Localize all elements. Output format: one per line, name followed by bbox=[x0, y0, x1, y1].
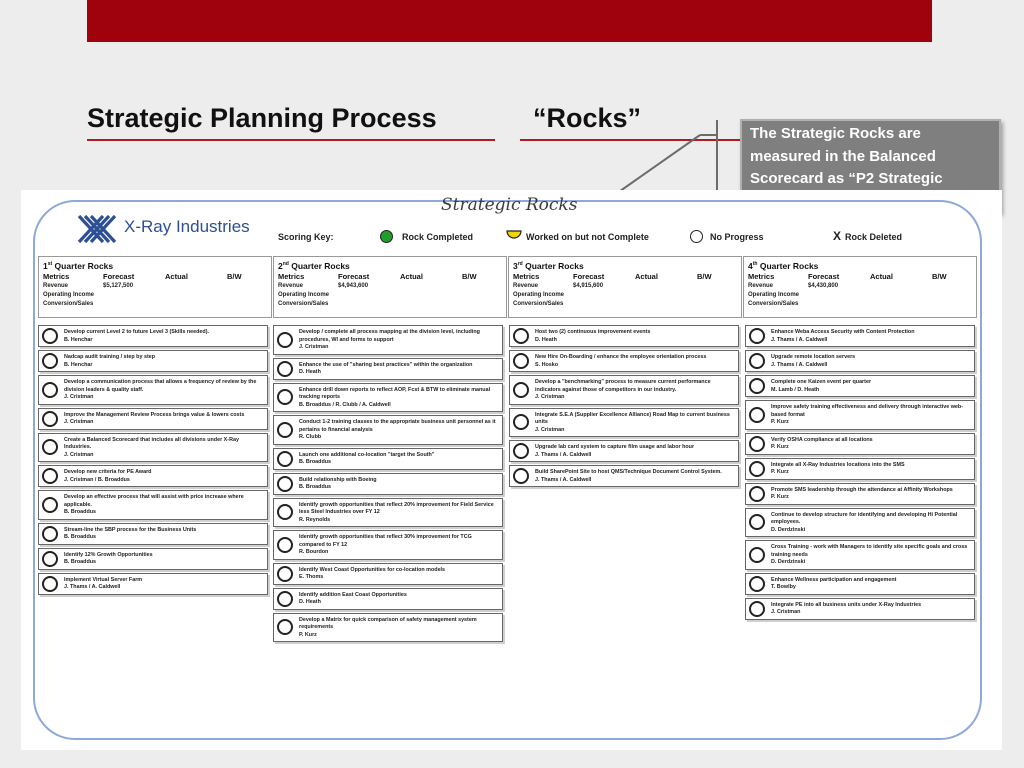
rock-item bbox=[745, 325, 975, 347]
status-ring-icon bbox=[42, 411, 58, 427]
rock-description: Implement Virtual Server Farm bbox=[64, 576, 143, 583]
rock-column-q4 bbox=[745, 325, 975, 623]
rock-description: Launch one additional co-location "target the South" bbox=[299, 451, 435, 458]
rock-owner: J. Cristman bbox=[64, 394, 94, 400]
rock-item bbox=[38, 433, 268, 463]
revenue-label: Revenue bbox=[513, 283, 539, 289]
status-ring-icon bbox=[749, 353, 765, 369]
rock-description: Enhance Wellness participation and engagement bbox=[771, 576, 897, 583]
operating-income-label: Operating Income bbox=[513, 292, 565, 298]
rock-description: Continue to develop structure for identifying and developing Hi Potential employees. bbox=[771, 511, 958, 525]
status-ring-icon bbox=[277, 476, 293, 492]
rock-description: Develop current Level 2 to future Level 3 (Skills needed). bbox=[64, 329, 209, 335]
rock-item bbox=[509, 350, 739, 372]
rock-description: Develop a communication process that allows a frequency of review by the division leaders & quality staff. bbox=[64, 379, 257, 393]
rock-description: Create a Balanced Scorecard that includes all divisions under X-Ray Industries. bbox=[64, 436, 239, 450]
completed-dot-icon bbox=[380, 230, 393, 243]
rock-owner: D. Heath bbox=[535, 336, 557, 343]
rock-item bbox=[745, 598, 975, 620]
rock-owner: B. Broaddus / R. Clubb / A. Caldwell bbox=[299, 401, 391, 408]
operating-income-label: Operating Income bbox=[748, 292, 800, 298]
rock-item bbox=[745, 483, 975, 505]
xray-logo-icon bbox=[77, 214, 121, 244]
status-ring-icon bbox=[749, 378, 765, 394]
quarter-title: 4th Quarter Rocks bbox=[748, 261, 819, 271]
bw-header: B/W bbox=[697, 272, 712, 281]
status-ring-icon bbox=[277, 422, 293, 438]
rock-owner: P. Kurz bbox=[771, 419, 789, 425]
rock-description: Identify growth opportunities that reflect 30% improvement for TCG compared to FY 12 bbox=[299, 534, 472, 548]
rock-item bbox=[745, 458, 975, 480]
rock-owner: B. Broaddus bbox=[64, 559, 97, 565]
rock-owner: E. Thoms bbox=[299, 574, 324, 580]
rock-description: Verify OSHA compliance at all locations bbox=[771, 436, 873, 443]
rock-owner: B. Broaddus bbox=[299, 459, 332, 465]
rock-description: Integrate PE into all business units under X-Ray Industries bbox=[771, 601, 922, 608]
callout-line: measured in the Balanced bbox=[750, 147, 936, 165]
status-ring-icon bbox=[42, 328, 58, 344]
rock-owner: D. Heath bbox=[299, 369, 321, 375]
no-progress-ring-icon bbox=[690, 230, 703, 243]
status-ring-icon bbox=[277, 537, 293, 553]
revenue-forecast: $4,943,600 bbox=[338, 283, 369, 289]
slide-title: Strategic Planning Process bbox=[87, 103, 437, 133]
conversion-sales-label: Conversion/Sales bbox=[513, 301, 564, 307]
rock-owner: J. Cristman bbox=[535, 426, 565, 433]
rock-item bbox=[509, 375, 739, 405]
rock-owner: S. Hosko bbox=[535, 361, 559, 368]
revenue-forecast: $4,430,800 bbox=[808, 283, 839, 289]
rock-owner: R. Bourdon bbox=[299, 549, 329, 555]
status-ring-icon bbox=[277, 504, 293, 520]
rock-owner: B. Henchar bbox=[64, 336, 93, 343]
rock-owner: M. Lamb / D. Heath bbox=[771, 386, 820, 393]
status-ring-icon bbox=[513, 328, 529, 344]
rock-item bbox=[38, 573, 268, 595]
forecast-header: Forecast bbox=[808, 272, 840, 281]
rock-item bbox=[38, 325, 268, 347]
rock-owner: P. Kurz bbox=[771, 469, 789, 475]
rock-description: Identify 12% Growth Opportunities bbox=[64, 551, 153, 558]
rock-owner: J. Cristman bbox=[64, 451, 94, 458]
rock-owner: R. Clubb bbox=[299, 434, 322, 440]
status-ring-icon bbox=[749, 461, 765, 477]
rock-item bbox=[38, 408, 268, 430]
callout-line: Scorecard as “P2 Strategic bbox=[750, 170, 943, 187]
callout-line: The Strategic Rocks are bbox=[750, 125, 921, 142]
actual-header: Actual bbox=[870, 272, 893, 281]
rock-item bbox=[745, 350, 975, 372]
rock-item bbox=[273, 415, 503, 445]
rock-description: Develop new criteria for PE Award bbox=[64, 469, 152, 475]
quarter-header-4 bbox=[743, 256, 977, 318]
status-ring-icon bbox=[277, 389, 293, 405]
rock-description: Develop a "benchmarking" process to measure current performance indicators against those of competitors in our industry. bbox=[535, 379, 711, 393]
rock-item bbox=[745, 540, 975, 570]
scoring-key-label: Scoring Key: bbox=[278, 232, 334, 242]
rock-item bbox=[273, 498, 503, 528]
status-ring-icon bbox=[277, 619, 293, 635]
rock-item bbox=[273, 588, 503, 610]
revenue-label: Revenue bbox=[748, 283, 774, 289]
rock-description: Enhance drill down reports to reflect AOP, Fcst & BTW to eliminate manual tracking reports bbox=[299, 386, 491, 400]
rock-item bbox=[273, 358, 503, 380]
strategic-rocks-document bbox=[21, 190, 1002, 750]
rock-description: Improve safety training effectiveness and delivery through interactive web-based format bbox=[771, 404, 964, 418]
operating-income-label: Operating Income bbox=[43, 292, 95, 298]
rock-item bbox=[745, 573, 975, 595]
rock-owner: J. Thams / A. Caldwell bbox=[535, 476, 592, 483]
rock-description: Identify West Coast Opportunities for co-location models bbox=[299, 566, 446, 573]
rock-owner: B. Broaddus bbox=[64, 534, 97, 540]
rock-column-q2 bbox=[273, 325, 503, 645]
deleted-x-icon: X bbox=[833, 229, 842, 243]
conversion-sales-label: Conversion/Sales bbox=[278, 301, 329, 307]
rock-owner: J. Cristman bbox=[299, 344, 329, 350]
actual-header: Actual bbox=[635, 272, 658, 281]
status-ring-icon bbox=[277, 566, 293, 582]
rock-item bbox=[38, 523, 268, 545]
rock-item bbox=[745, 433, 975, 455]
bw-header: B/W bbox=[932, 272, 947, 281]
status-ring-icon bbox=[749, 601, 765, 617]
quarter-header-1 bbox=[38, 256, 272, 318]
revenue-forecast: $4,915,600 bbox=[573, 283, 604, 289]
status-ring-icon bbox=[749, 486, 765, 502]
rock-description: Identify growth opportunities that reflect 20% improvement for Field Service less Steel Industries over FY 12 bbox=[299, 501, 494, 515]
status-ring-icon bbox=[277, 332, 293, 348]
quarter-title: 1st Quarter Rocks bbox=[43, 261, 114, 271]
forecast-header: Forecast bbox=[573, 272, 605, 281]
rock-item bbox=[509, 440, 739, 462]
status-ring-icon bbox=[513, 443, 529, 459]
status-ring-icon bbox=[513, 414, 529, 430]
revenue-label: Revenue bbox=[43, 283, 69, 289]
rock-item bbox=[273, 325, 503, 355]
bw-header: B/W bbox=[462, 272, 477, 281]
status-ring-icon bbox=[749, 407, 765, 423]
rock-owner: D. Derdzinski bbox=[771, 526, 806, 533]
status-ring-icon bbox=[749, 576, 765, 592]
rock-owner: B. Henchar bbox=[64, 361, 93, 368]
rock-description: Develop a Matrix for quick comparison of safety management system requirements bbox=[299, 616, 477, 630]
status-ring-icon bbox=[42, 497, 58, 513]
status-ring-icon bbox=[42, 382, 58, 398]
rock-item bbox=[509, 408, 739, 438]
status-ring-icon bbox=[277, 591, 293, 607]
forecast-header: Forecast bbox=[338, 272, 370, 281]
revenue-forecast: $5,127,500 bbox=[103, 283, 134, 289]
scoring-key-no-progress: No Progress bbox=[710, 232, 764, 242]
rock-description: Nadcap audit training / step by step bbox=[64, 354, 156, 360]
status-ring-icon bbox=[277, 451, 293, 467]
metrics-header: Metrics bbox=[513, 272, 540, 281]
rock-owner: B. Broaddus bbox=[64, 509, 97, 515]
status-ring-icon bbox=[749, 514, 765, 530]
rock-item bbox=[273, 613, 503, 643]
rock-column-q3 bbox=[509, 325, 739, 490]
rock-description: Upgrade remote location servers bbox=[771, 354, 856, 360]
status-ring-icon bbox=[277, 361, 293, 377]
rock-owner: J. Thams / A. Caldwell bbox=[535, 451, 592, 458]
rock-owner: D. Derdzinski bbox=[771, 559, 806, 565]
status-ring-icon bbox=[513, 468, 529, 484]
rock-item bbox=[38, 350, 268, 372]
rock-description: Enhance Weba Access Security with Content Protection bbox=[771, 329, 915, 335]
actual-header: Actual bbox=[165, 272, 188, 281]
rock-owner: J. Cristman / B. Broaddus bbox=[64, 476, 130, 483]
status-ring-icon bbox=[513, 382, 529, 398]
rock-item bbox=[38, 375, 268, 405]
rock-column-q1 bbox=[38, 325, 268, 598]
status-ring-icon bbox=[42, 353, 58, 369]
operating-income-label: Operating Income bbox=[278, 292, 330, 298]
rock-description: Identify addition East Coast Opportunities bbox=[299, 591, 407, 598]
quarter-header-2 bbox=[273, 256, 507, 318]
quarter-title: 2nd Quarter Rocks bbox=[278, 261, 350, 271]
status-ring-icon bbox=[42, 526, 58, 542]
rock-item bbox=[38, 490, 268, 520]
rock-owner: J. Cristman bbox=[64, 419, 94, 425]
rock-description: Build SharePoint Site to host QMS/Technique Document Control System. bbox=[535, 469, 722, 475]
metrics-header: Metrics bbox=[748, 272, 775, 281]
rock-owner: J. Cristman bbox=[535, 394, 565, 400]
rock-owner: J. Thams / A. Caldwell bbox=[771, 361, 828, 368]
rock-item bbox=[509, 325, 739, 347]
rock-item bbox=[273, 530, 503, 560]
metrics-header: Metrics bbox=[278, 272, 305, 281]
scoring-key-worked: Worked on but not Complete bbox=[526, 232, 649, 242]
quarter-header-3 bbox=[508, 256, 742, 318]
conversion-sales-label: Conversion/Sales bbox=[748, 301, 799, 307]
rock-description: Integrate all X-Ray Industries locations into the SMS bbox=[771, 461, 905, 468]
rock-owner: T. Bowlby bbox=[771, 584, 796, 590]
rock-owner: J. Thams / A. Caldwell bbox=[771, 336, 828, 343]
status-ring-icon bbox=[749, 436, 765, 452]
status-ring-icon bbox=[42, 576, 58, 592]
status-ring-icon bbox=[42, 551, 58, 567]
rock-item bbox=[273, 383, 503, 413]
rock-item bbox=[745, 508, 975, 538]
actual-header: Actual bbox=[400, 272, 423, 281]
rock-owner: J. Thams / A. Caldwell bbox=[64, 584, 121, 590]
scoring-key-deleted: Rock Deleted bbox=[845, 232, 903, 242]
status-ring-icon bbox=[42, 468, 58, 484]
rock-item bbox=[38, 465, 268, 487]
rock-description: Stream-line the SBP process for the Business Units bbox=[64, 526, 197, 533]
quarter-title: 3rd Quarter Rocks bbox=[513, 261, 584, 271]
rock-description: Improve the Management Review Process brings value & lowers costs bbox=[64, 411, 245, 418]
rock-description: Enhance the use of "sharing best practices" within the organization bbox=[299, 361, 473, 368]
rock-item bbox=[38, 548, 268, 570]
rock-owner: D. Heath bbox=[299, 599, 321, 605]
revenue-label: Revenue bbox=[278, 283, 304, 289]
rock-description: Upgrade lab card system to capture film usage and labor hour bbox=[535, 444, 695, 450]
rock-description: Conduct 1-2 training classes to the appropriate business unit personnel as it pertains to financial analysis bbox=[299, 419, 496, 433]
status-ring-icon bbox=[749, 547, 765, 563]
rock-item bbox=[273, 563, 503, 585]
rock-description: New Hire On-Boarding / enhance the employee orientation process bbox=[535, 354, 707, 360]
scoring-key-completed: Rock Completed bbox=[402, 232, 474, 242]
rock-description: Host two (2) continuous improvement events bbox=[535, 329, 651, 335]
document-title: Strategic Rocks bbox=[441, 195, 578, 215]
conversion-sales-label: Conversion/Sales bbox=[43, 301, 94, 307]
rock-item bbox=[509, 465, 739, 487]
status-ring-icon bbox=[513, 353, 529, 369]
metrics-header: Metrics bbox=[43, 272, 70, 281]
rock-description: Integrate S.E.A (Supplier Excellence Alliance) Road Map to current business units bbox=[535, 411, 730, 425]
rock-item bbox=[273, 448, 503, 470]
rock-owner: J. Cristman bbox=[771, 609, 801, 615]
rock-item bbox=[273, 473, 503, 495]
rock-description: Develop / complete all process mapping at the division level, including procedures, WI and forms to support bbox=[299, 329, 480, 343]
rock-owner: P. Kurz bbox=[299, 631, 317, 638]
rock-description: Develop an effective process that will assist with price increase where applicable. bbox=[64, 494, 244, 508]
rocks-heading: “Rocks” bbox=[533, 103, 642, 133]
rock-owner: P. Kurz bbox=[771, 494, 789, 500]
rock-owner: R. Reynolds bbox=[299, 516, 331, 523]
rock-owner: B. Broaddus bbox=[299, 484, 332, 490]
rock-item bbox=[745, 375, 975, 397]
status-ring-icon bbox=[749, 328, 765, 344]
company-name: X-Ray Industries bbox=[124, 217, 250, 236]
bw-header: B/W bbox=[227, 272, 242, 281]
rock-description: Build relationship with Boeing bbox=[299, 476, 377, 483]
worked-half-icon bbox=[506, 230, 522, 240]
rock-owner: P. Kurz bbox=[771, 444, 789, 450]
status-ring-icon bbox=[42, 439, 58, 455]
rock-description: Cross Training - work with Managers to identify site specific goals and cross training needs bbox=[771, 544, 968, 558]
forecast-header: Forecast bbox=[103, 272, 135, 281]
rock-description: Promote SMS leadership through the attendance at Affinity Workshops bbox=[771, 486, 953, 493]
rock-item bbox=[745, 400, 975, 430]
rock-description: Complete one Kaizen event per quarter bbox=[771, 379, 872, 385]
